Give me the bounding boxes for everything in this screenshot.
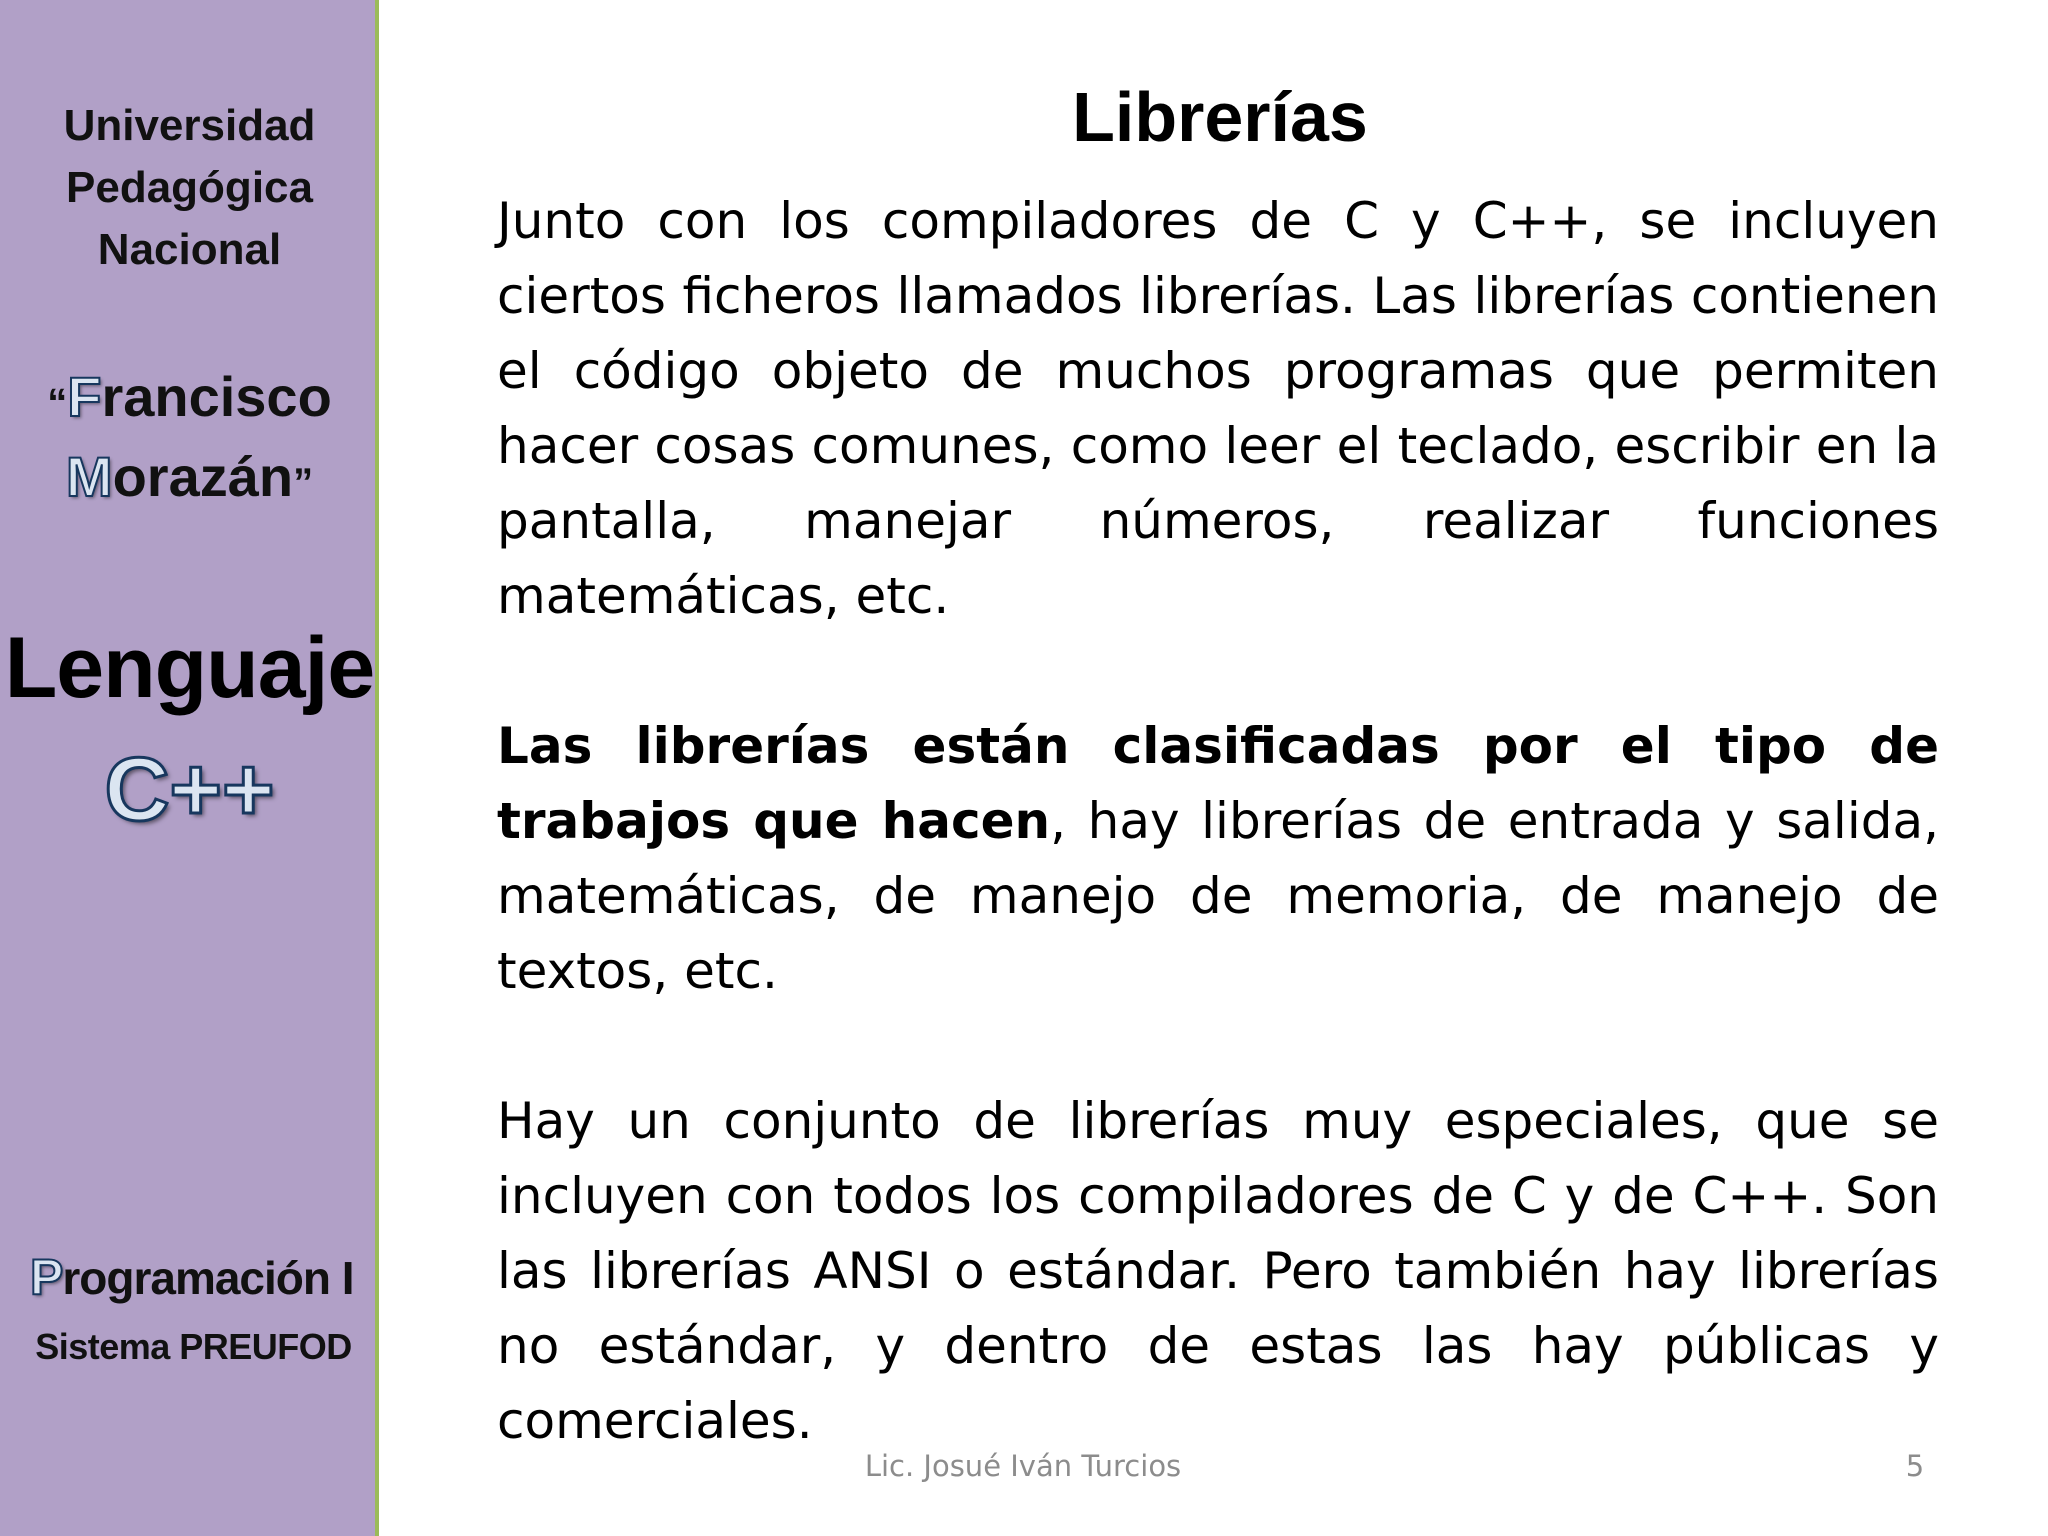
patron-last-name bbox=[0, 440, 379, 520]
footer-author: Lic. Josué Iván Turcios bbox=[864, 1449, 1182, 1483]
cpp-logo: C++ bbox=[104, 740, 275, 840]
sidebar bbox=[0, 0, 379, 1536]
slide-body bbox=[497, 184, 1939, 1459]
course-word: Lenguaje bbox=[4, 620, 375, 716]
system-label: Sistema PREUFOD bbox=[35, 1326, 352, 1367]
paragraph-2-rest: , hay librerías de entrada y salida, matemáticas, de manejo de memoria, de manejo de textos, etc. bbox=[497, 792, 1939, 1000]
paragraph-3: Hay un conjunto de librerías muy especiales, que se incluyen con todos los compiladores de C y de C++. Son las librerías ANSI o estándar. Pero también hay librerías no estándar, y dentro de estas las hay públicas y comerciales. bbox=[497, 1092, 1939, 1450]
slide-title: Librerías bbox=[1072, 78, 1368, 156]
university-line-2: Pedagógica bbox=[66, 163, 313, 212]
university-name bbox=[0, 95, 379, 281]
last-name-rest: orazán bbox=[112, 445, 294, 508]
program-label bbox=[30, 1248, 379, 1307]
program-initial: P bbox=[30, 1249, 63, 1305]
first-name-rest: rancisco bbox=[101, 365, 332, 428]
first-name-initial: F bbox=[67, 365, 102, 428]
patron-first-name bbox=[0, 360, 379, 440]
open-quote: “ bbox=[47, 381, 68, 425]
close-quote: ” bbox=[293, 461, 314, 505]
university-line-3: Nacional bbox=[97, 225, 282, 274]
university-patron-name bbox=[0, 360, 379, 520]
paragraph-2 bbox=[497, 709, 1939, 1009]
page-number: 5 bbox=[1905, 1449, 1925, 1483]
last-name-initial: M bbox=[65, 445, 113, 508]
paragraph-2-bold: Las librerías están clasificadas por el tipo de trabajos que hacen bbox=[497, 717, 1939, 850]
university-line-1: Universidad bbox=[63, 101, 316, 150]
paragraph-1: Junto con los compiladores de C y C++, se incluyen ciertos ficheros llamados librerías. Las librerías contienen el código objeto de muchos programas que permiten hacer cosas comunes, como leer el teclado, escribir en la pantalla, manejar números, realizar funciones matemáticas, etc. bbox=[497, 192, 1939, 625]
program-rest: rogramación I bbox=[62, 1252, 354, 1304]
